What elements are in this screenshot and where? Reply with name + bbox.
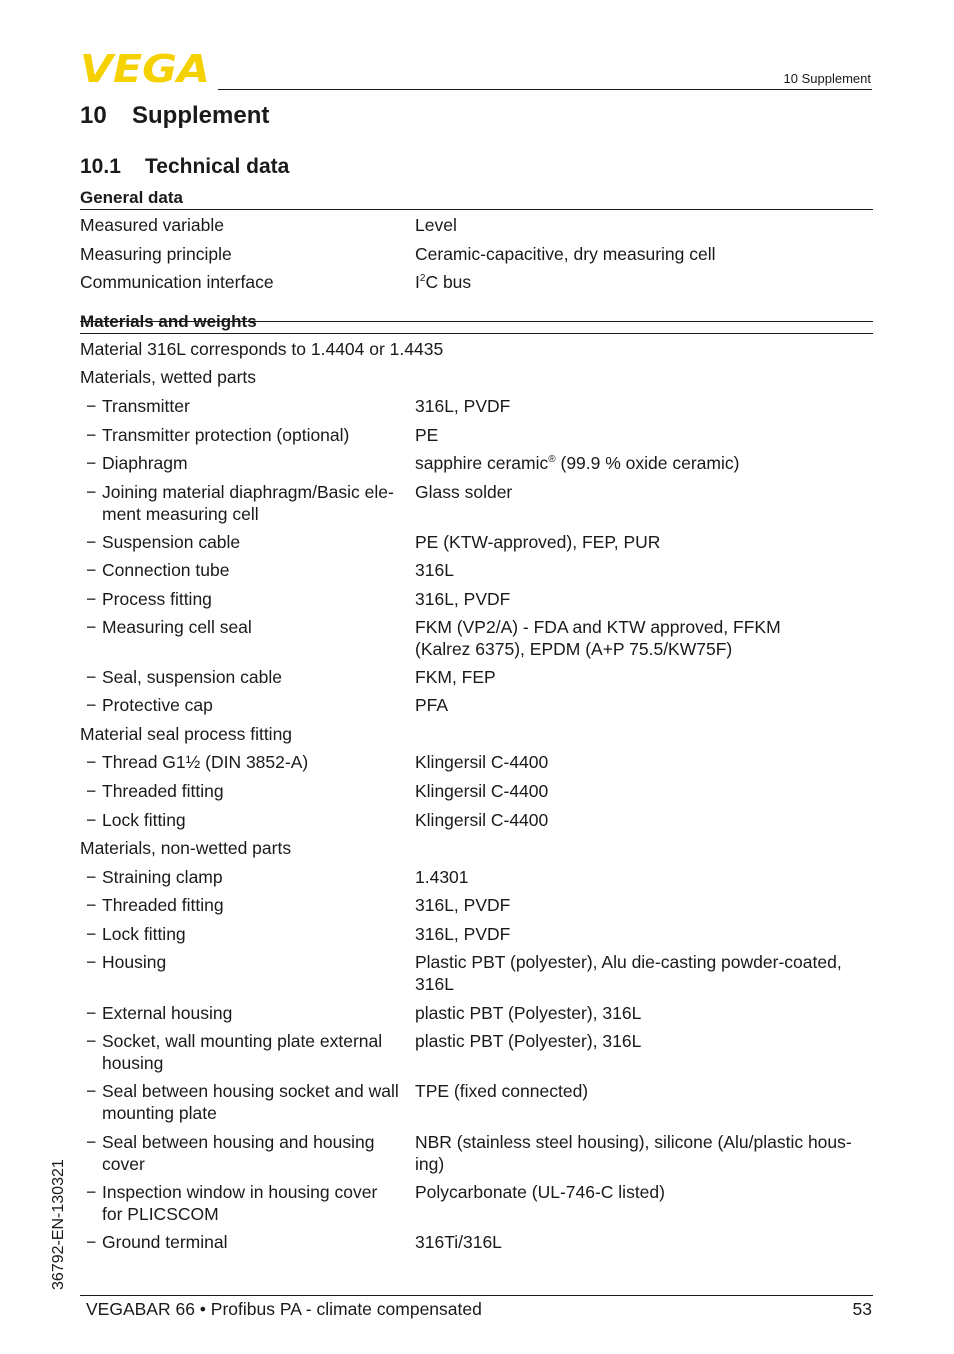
page-number: 53 [852,1299,872,1319]
row-label: Socket, wall mounting plate external [102,1031,383,1051]
row-value: 316L, PVDF [415,924,511,944]
row-label: Measured variable [80,215,224,235]
row-label: Straining clamp [102,867,223,887]
row-label: Seal, suspension cable [102,667,282,687]
row-label: Seal between housing and housing [102,1132,375,1152]
row-label: Thread G1½ (DIN 3852-A) [102,752,309,772]
row-value: PE (KTW-approved), FEP, PUR [415,532,661,552]
list-item: − Inspection window in housing cover for PLICSCOM Polycarbonate (UL-746-C listed) [80,1181,873,1231]
row-value: FKM (VP2/A) - FDA and KTW approved, FFKM (Kalrez 6375), EPDM (A+P 75.5/KW75F) [415,617,781,659]
row-label: Threaded fitting [102,781,224,801]
row-label: Connection tube [102,560,230,580]
chapter-title: Supplement [132,102,270,129]
list-item: − Connection tube 316L [80,559,873,588]
header-section-label: 10 Supplement [783,71,871,86]
seal-heading: Material seal process fitting [80,724,293,744]
list-item: − Socket, wall mounting plate external housing plastic PBT (Polyester), 316L [80,1030,873,1080]
row-label: Housing [102,952,167,972]
footer-rule [80,1295,873,1296]
row-value: TPE (fixed connected) [415,1081,589,1101]
nonwetted-heading: Materials, non-wetted parts [80,838,292,858]
document-number: 36792-EN-130321 [50,1159,67,1290]
row-value: 1.4301 [415,867,469,887]
list-item: − Housing Plastic PBT (polyester), Alu die-casting powder-coated, 316L [80,951,873,1002]
row-value: Klingersil C-4400 [415,810,549,830]
row-value: plastic PBT (Polyester), 316L [415,1031,642,1051]
list-item: − Seal, suspension cable FKM, FEP [80,666,873,694]
list-item: − Transmitter 316L, PVDF [80,395,873,424]
list-item: − Measuring cell seal FKM (VP2/A) - FDA and KTW approved, FFKM (Kalrez 6375), EPDM (A+P 75.5/KW75F) [80,616,873,666]
list-item: − Transmitter protection (optional) PE [80,424,873,452]
list-item: − External housing plastic PBT (Polyester), 316L [80,1002,873,1030]
row-label: cover [102,1154,145,1174]
list-item: − Ground terminal 316Ti/316L [80,1231,873,1259]
list-item: − Seal between housing socket and wall mounting plate TPE (fixed connected) [80,1080,873,1131]
row-label: Suspension cable [102,532,241,552]
row-value: PE [415,425,439,445]
row-value: sapphire ceramic® (99.9 % oxide ceramic) [415,453,740,473]
materials-heading: Materials and weights [80,311,873,334]
row-label: mounting plate [102,1103,217,1123]
row-label: Process fitting [102,589,212,609]
row-value: Klingersil C-4400 [415,781,549,801]
row-value: plastic PBT (Polyester), 316L [415,1003,642,1023]
header-rule [218,89,872,90]
section-title: Technical data [145,155,290,178]
row-value: 316L, PVDF [415,895,511,915]
row-value: 316Ti/316L [415,1232,502,1252]
row-value: $I^2C$ bus [415,272,472,292]
row-label: Measuring principle [80,244,232,264]
row-value: Level [415,215,457,235]
list-item: − Lock fitting 316L, PVDF [80,923,873,951]
row-label: Inspection window in housing cover [102,1182,378,1202]
row-label: Lock fitting [102,810,186,830]
table-row [80,271,873,299]
row-label: Lock fitting [102,924,186,944]
materials-note: Material 316L corresponds to 1.4404 or 1.4435 [80,339,444,359]
row-label: Measuring cell seal [102,617,252,637]
row-label: Seal between housing socket and wall [102,1081,399,1101]
list-item: − Diaphragm sapphire ceramic® (99.9 % oxide ceramic) [80,452,873,481]
row-label: ment measuring cell [102,504,259,524]
row-value: PFA [415,695,449,715]
list-item: − Suspension cable PE (KTW-approved), FEP, PUR [80,531,873,559]
general-data-table [80,187,873,322]
list-item: − Protective cap PFA [80,694,873,723]
vega-logo-text: VEGA [80,52,210,84]
row-value: Polycarbonate (UL-746-C listed) [415,1182,665,1202]
section-heading [80,155,289,179]
row-label: Diaphragm [102,453,188,473]
row-label: Transmitter protection (optional) [102,425,350,445]
list-item: − Process fitting 316L, PVDF [80,588,873,616]
section-number: 10.1 [80,155,121,178]
row-value: 316L [415,560,454,580]
footer-product: VEGABAR 66 • Profibus PA - climate compensated [86,1299,482,1319]
chapter-heading [80,102,269,130]
row-label: Threaded fitting [102,895,224,915]
row-label: Transmitter [102,396,190,416]
row-value: Glass solder [415,482,513,502]
row-value: Klingersil C-4400 [415,752,549,772]
row-label: Joining material diaphragm/Basic ele- [102,482,394,502]
general-data-heading: General data [80,187,873,210]
row-value: 316L, PVDF [415,589,511,609]
materials-table [80,311,873,1259]
row-value: Plastic PBT (polyester), Alu die-casting powder-coated, 316L [415,952,842,994]
list-item: − Straining clamp 1.4301 [80,866,873,894]
list-item: − Lock fitting Klingersil C-4400 [80,809,873,837]
list-item: − Threaded fitting Klingersil C-4400 [80,780,873,809]
row-value: Ceramic-capacitive, dry measuring cell [415,244,716,264]
vega-logo [80,52,212,84]
row-value: NBR (stainless steel housing), silicone (Alu/plastic hous- ing) [415,1132,852,1174]
row-label: Communication interface [80,272,274,292]
wetted-heading: Materials, wetted parts [80,367,257,387]
list-item: − Seal between housing and housing cover NBR (stainless steel housing), silicone (Alu/plastic hous- ing) [80,1131,873,1181]
table-row [80,214,873,243]
row-label: Ground terminal [102,1232,228,1252]
row-label: for PLICSCOM [102,1204,219,1224]
row-value: FKM, FEP [415,667,496,687]
list-item: − Joining material diaphragm/Basic ele- ment measuring cell Glass solder [80,481,873,531]
row-label: housing [102,1053,164,1073]
row-value: 316L, PVDF [415,396,511,416]
row-label: Protective cap [102,695,213,715]
list-item: − Thread G1½ (DIN 3852-A) Klingersil C-4400 [80,751,873,780]
row-label: External housing [102,1003,233,1023]
list-item: − Threaded fitting 316L, PVDF [80,894,873,923]
chapter-number: 10 [80,102,107,129]
table-row [80,243,873,271]
